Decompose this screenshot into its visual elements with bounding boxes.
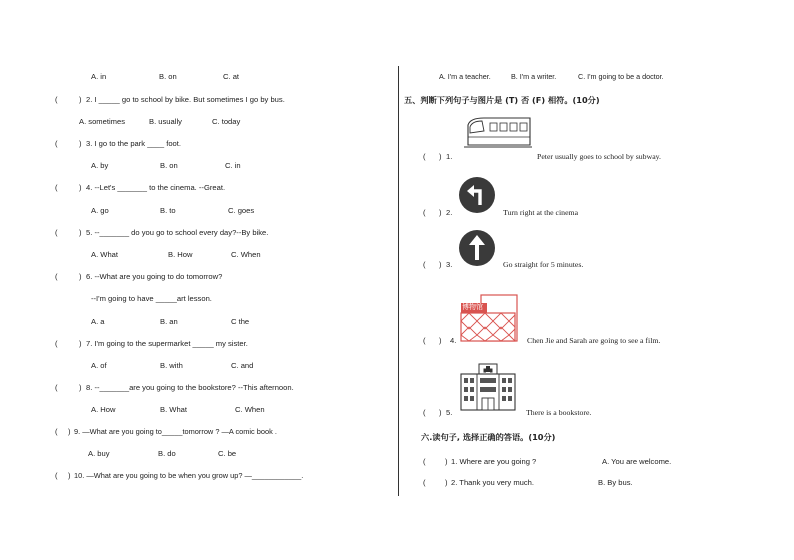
q9-stem: 9. —What are you going to_____tomorrow ? —A comic book . <box>74 427 277 436</box>
section5-title: 五、判断下列句子与图片是 (T) 否 (F) 相符。(10分) <box>404 95 600 105</box>
q10-paren-open: ( <box>55 471 58 480</box>
q2-stem: 2. I _____ go to school by bike. But sometimes I go by bus. <box>86 95 285 104</box>
q3-option-c: C. in <box>225 161 241 170</box>
q7-paren-close: ) <box>79 339 82 348</box>
q6-option-b: B. an <box>160 317 178 326</box>
s6-item1-paren-close: ) <box>445 457 448 466</box>
q4-stem: 4. --Let's _______ to the cinema. --Great. <box>86 183 226 192</box>
s5-item1-paren-open: ( <box>423 152 426 161</box>
museum-sign: 博物馆 <box>462 303 483 311</box>
q5-stem: 5. --_______ do you go to school every day?--By bike. <box>86 228 269 237</box>
s5-item5-paren-open: ( <box>423 408 426 417</box>
s6-item2-answer: B. By bus. <box>598 478 633 487</box>
q9-option-a: A. buy <box>88 449 110 458</box>
s5-item4-paren-open: ( <box>423 336 426 345</box>
q4-paren-close: ) <box>79 183 82 192</box>
q7-stem: 7. I'm going to the supermarket _____ my sister. <box>86 339 248 348</box>
s5-item2-paren-close: ) <box>439 208 442 217</box>
s6-item1-answer: A. You are welcome. <box>602 457 672 466</box>
s5-item4-sentence: Chen Jie and Sarah are going to see a film. <box>527 336 661 345</box>
q3-option-a: A. by <box>91 161 109 170</box>
top-option-b: B. I'm a writer. <box>511 72 557 81</box>
q4-option-b: B. to <box>160 206 176 215</box>
q1-option-c: C. at <box>223 72 240 81</box>
q2-paren-open: ( <box>55 95 58 104</box>
s5-item3-paren-close: ) <box>439 260 442 269</box>
q7-paren-open: ( <box>55 339 58 348</box>
q5-option-a: A. What <box>91 250 119 259</box>
q3-option-b: B. on <box>160 161 178 170</box>
s5-item3-paren-open: ( <box>423 260 426 269</box>
q6-stem: 6. --What are you going to do tomorrow? <box>86 272 223 281</box>
top-option-c: C. I'm going to be a doctor. <box>578 72 664 81</box>
column-divider <box>398 66 399 496</box>
s5-item5-paren-close: ) <box>439 408 442 417</box>
q9-paren-close: ) <box>68 427 71 436</box>
q7-option-c: C. and <box>231 361 254 370</box>
q4-paren-open: ( <box>55 183 58 192</box>
s6-item2-stem: 2. Thank you very much. <box>451 478 535 487</box>
q6-stem-line2: --I'm going to have _____art lesson. <box>91 294 212 303</box>
s5-item3-sentence: Go straight for 5 minutes. <box>503 260 584 269</box>
q2-paren-close: ) <box>79 95 82 104</box>
q9-option-b: B. do <box>158 449 176 458</box>
q8-option-a: A. How <box>91 405 116 414</box>
q4-option-a: A. go <box>91 206 109 215</box>
section6-title: 六.读句子, 选择正确的答语。(10分) <box>421 432 556 442</box>
museum-building-icon <box>459 291 519 343</box>
s5-item5-number: 5. <box>446 408 453 417</box>
q1-option-a: A. in <box>91 72 107 81</box>
q4-option-c: C. goes <box>228 206 255 215</box>
s5-item2-number: 2. <box>446 208 453 217</box>
s5-item1-paren-close: ) <box>439 152 442 161</box>
s6-item2-paren-open: ( <box>423 478 426 487</box>
q2-option-b: B. usually <box>149 117 182 126</box>
q9-option-c: C. be <box>218 449 237 458</box>
q8-stem: 8. --_______are you going to the bookstore? --This afternoon. <box>86 383 294 392</box>
s5-item1-sentence: Peter usually goes to school by subway. <box>537 152 662 161</box>
q5-paren-open: ( <box>55 228 58 237</box>
q6-option-c: C the <box>231 317 250 326</box>
s5-item2-paren-open: ( <box>423 208 426 217</box>
q1-option-b: B. on <box>159 72 177 81</box>
q5-paren-close: ) <box>79 228 82 237</box>
q6-option-a: A. a <box>91 317 105 326</box>
q8-option-b: B. What <box>160 405 188 414</box>
museum-icon <box>459 291 519 343</box>
s6-item1-paren-open: ( <box>423 457 426 466</box>
hospital-icon <box>457 362 519 412</box>
s6-item1-stem: 1. Where are you going ? <box>451 457 537 466</box>
q3-paren-open: ( <box>55 139 58 148</box>
top-option-a: A. I'm a teacher. <box>439 72 491 81</box>
q10-paren-close: ) <box>68 471 71 480</box>
turn-left-arrow-icon <box>458 176 496 214</box>
q6-paren-open: ( <box>55 272 58 281</box>
s5-item4-paren-close: ) <box>439 336 442 345</box>
q2-option-c: C. today <box>212 117 241 126</box>
q8-option-c: C. When <box>235 405 265 414</box>
q7-option-a: A. of <box>91 361 107 370</box>
q3-stem: 3. I go to the park ____ foot. <box>86 139 181 148</box>
q8-paren-open: ( <box>55 383 58 392</box>
subway-train-icon <box>462 115 534 149</box>
s5-item3-number: 3. <box>446 260 453 269</box>
q8-paren-close: ) <box>79 383 82 392</box>
s5-item2-sentence: Turn right at the cinema <box>503 208 579 217</box>
q2-option-a: A. sometimes <box>79 117 125 126</box>
q9-paren-open: ( <box>55 427 58 436</box>
q7-option-b: B. with <box>160 361 183 370</box>
q5-option-b: B. How <box>168 250 193 259</box>
s6-item2-paren-close: ) <box>445 478 448 487</box>
q3-paren-close: ) <box>79 139 82 148</box>
s5-item5-sentence: There is a bookstore. <box>526 408 592 417</box>
q5-option-c: C. When <box>231 250 261 259</box>
q6-paren-close: ) <box>79 272 82 281</box>
s5-item4-number: 4. <box>450 336 457 345</box>
straight-arrow-icon <box>458 229 496 267</box>
s5-item1-number: 1. <box>446 152 453 161</box>
q10-stem: 10. —What are you going to be when you grow up? —____________. <box>74 471 304 480</box>
